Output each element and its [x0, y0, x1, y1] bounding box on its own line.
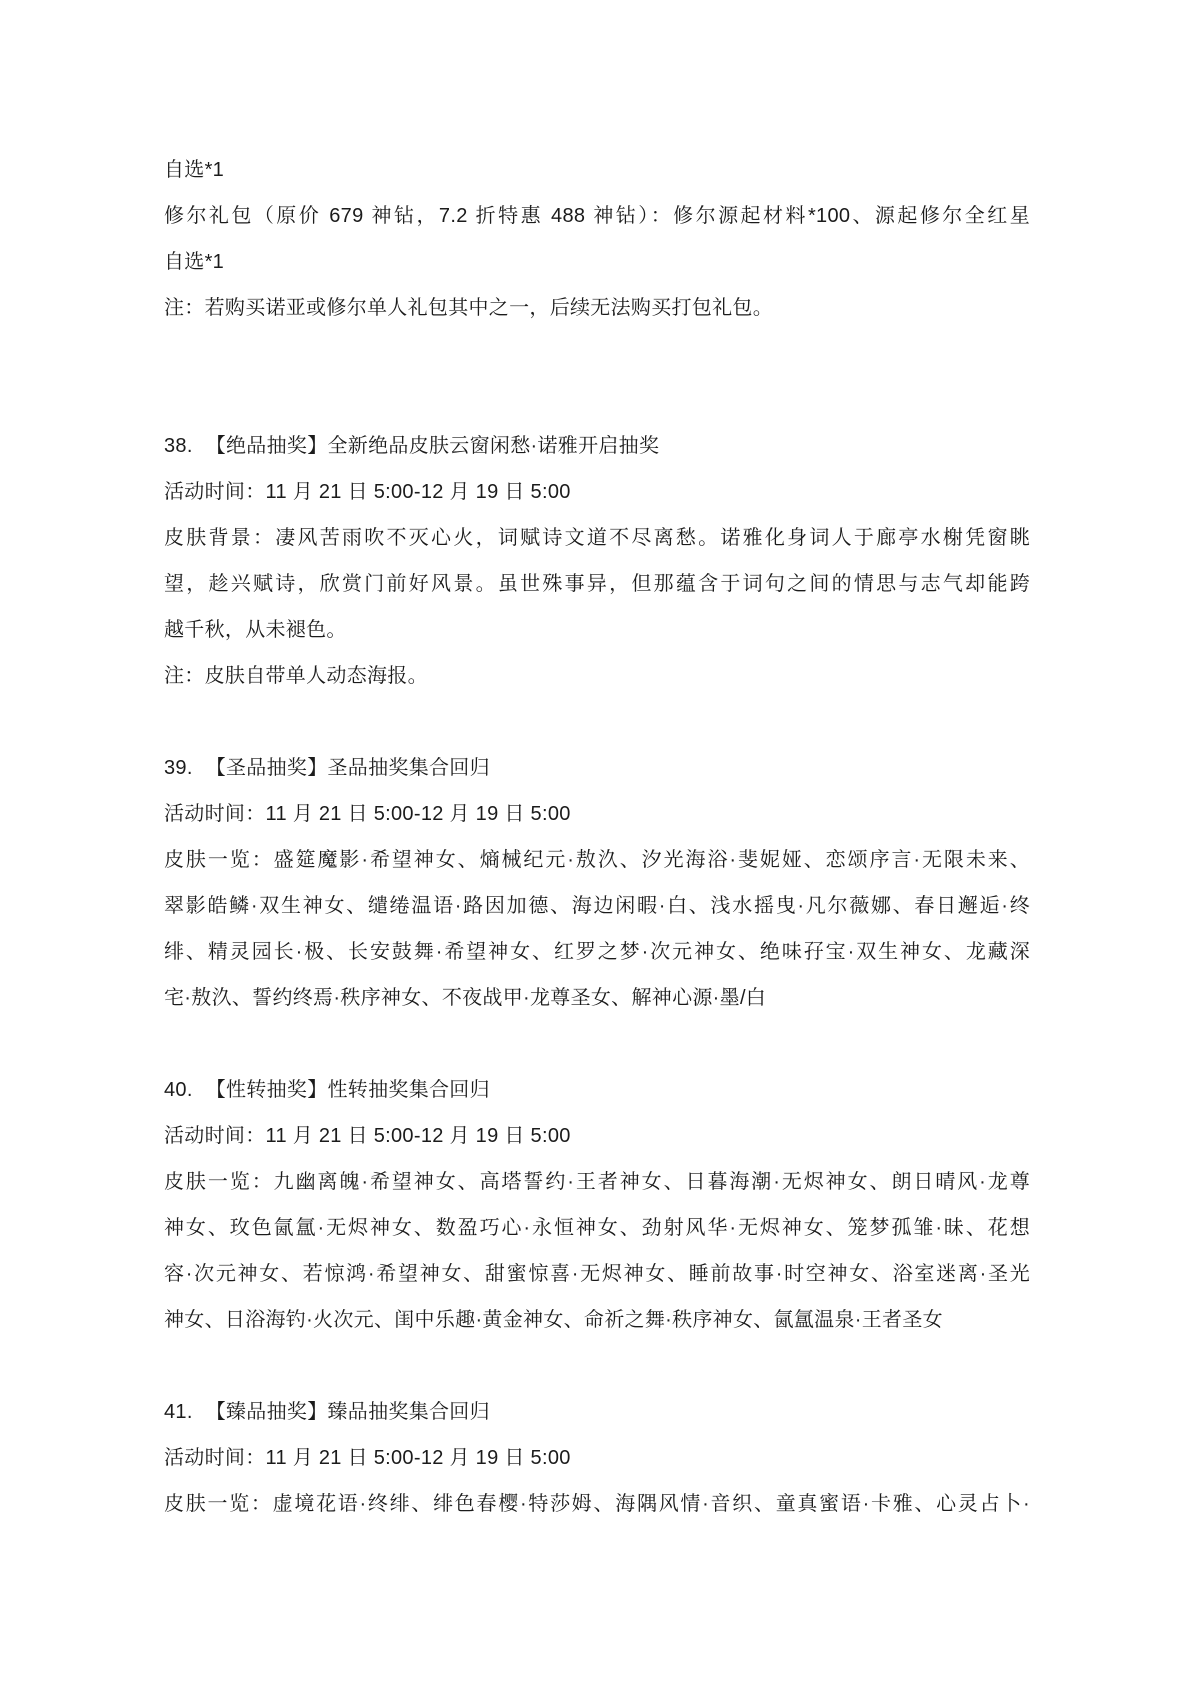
blank-space [164, 699, 1030, 745]
section-number: 39. [164, 757, 193, 779]
section-41 [164, 1389, 1030, 1527]
skin-list-line: 皮肤一览：盛筵魔影·希望神女、熵械纪元·敖汣、汐光海浴·斐妮娅、恋颂序言·无限未来、 [164, 849, 1030, 871]
intro-line: 自选*1 [164, 159, 225, 181]
event-time: 活动时间：11 月 21 日 5:00-12 月 19 日 5:00 [164, 1447, 571, 1469]
skin-list-line: 神女、玫色氤氲·无烬神女、数盈巧心·永恒神女、劲射风华·无烬神女、笼梦孤雏·昧、花想 [164, 1217, 1030, 1239]
event-time: 活动时间：11 月 21 日 5:00-12 月 19 日 5:00 [164, 1125, 571, 1147]
blank-space [164, 1021, 1030, 1067]
skin-list-line: 宅·敖汣、誓约终焉·秩序神女、不夜战甲·龙尊圣女、解神心源·墨/白 [164, 987, 767, 1009]
section-number: 41. [164, 1401, 193, 1423]
section-40 [164, 1067, 1030, 1343]
skin-list-line: 容·次元神女、若惊鸿·希望神女、甜蜜惊喜·无烬神女、睡前故事·时空神女、浴室迷离·圣光 [164, 1263, 1030, 1285]
skin-list-line: 神女、日浴海钓·火次元、闺中乐趣·黄金神女、命祈之舞·秩序神女、氤氲温泉·王者圣女 [164, 1309, 943, 1331]
intro-line: 修尔礼包（原价 679 神钻，7.2 折特惠 488 神钻）：修尔源起材料*100、源起修尔全红星 [164, 205, 1030, 227]
skin-background-line: 望，趁兴赋诗，欣赏门前好风景。虽世殊事异，但那蕴含于词句之间的情思与志气却能跨 [164, 573, 1030, 595]
section-number: 38. [164, 435, 193, 457]
section-number: 40. [164, 1079, 193, 1101]
section-heading [164, 423, 1030, 469]
skin-background-line: 皮肤背景：凄风苦雨吹不灭心火，词赋诗文道不尽离愁。诺雅化身词人于廊亭水榭凭窗眺 [164, 527, 1030, 549]
section-title: 【臻品抽奖】臻品抽奖集合回归 [205, 1401, 490, 1423]
skin-list-line: 皮肤一览：虚境花语·终绯、绯色春樱·特莎姆、海隅风情·音织、童真蜜语·卡雅、心灵占卜· [164, 1493, 1030, 1515]
event-time: 活动时间：11 月 21 日 5:00-12 月 19 日 5:00 [164, 803, 571, 825]
skin-background-line: 越千秋，从未褪色。 [164, 619, 347, 641]
intro-line: 自选*1 [164, 251, 225, 273]
section-38 [164, 423, 1030, 699]
section-title: 【圣品抽奖】圣品抽奖集合回归 [205, 757, 490, 779]
event-time: 活动时间：11 月 21 日 5:00-12 月 19 日 5:00 [164, 481, 571, 503]
section-note: 注：皮肤自带单人动态海报。 [164, 665, 428, 687]
skin-list-line: 皮肤一览：九幽离魄·希望神女、高塔誓约·王者神女、日暮海潮·无烬神女、朗日晴风·龙尊 [164, 1171, 1030, 1193]
blank-space [164, 1343, 1030, 1389]
section-heading [164, 1067, 1030, 1113]
document-content [164, 147, 1030, 1527]
section-heading [164, 745, 1030, 791]
section-heading [164, 1389, 1030, 1435]
intro-note: 注：若购买诺亚或修尔单人礼包其中之一，后续无法购买打包礼包。 [164, 297, 773, 319]
blank-space [164, 331, 1030, 423]
section-title: 【绝品抽奖】全新绝品皮肤云窗闲愁·诺雅开启抽奖 [205, 435, 660, 457]
section-title: 【性转抽奖】性转抽奖集合回归 [205, 1079, 490, 1101]
section-39 [164, 745, 1030, 1021]
skin-list-line: 绯、精灵园长·极、长安鼓舞·希望神女、红罗之梦·次元神女、绝味孖宝·双生神女、龙藏深 [164, 941, 1030, 963]
skin-list-line: 翠影皓鳞·双生神女、缱绻温语·路因加德、海边闲暇·白、浅水摇曳·凡尔薇娜、春日邂逅·终 [164, 895, 1030, 917]
